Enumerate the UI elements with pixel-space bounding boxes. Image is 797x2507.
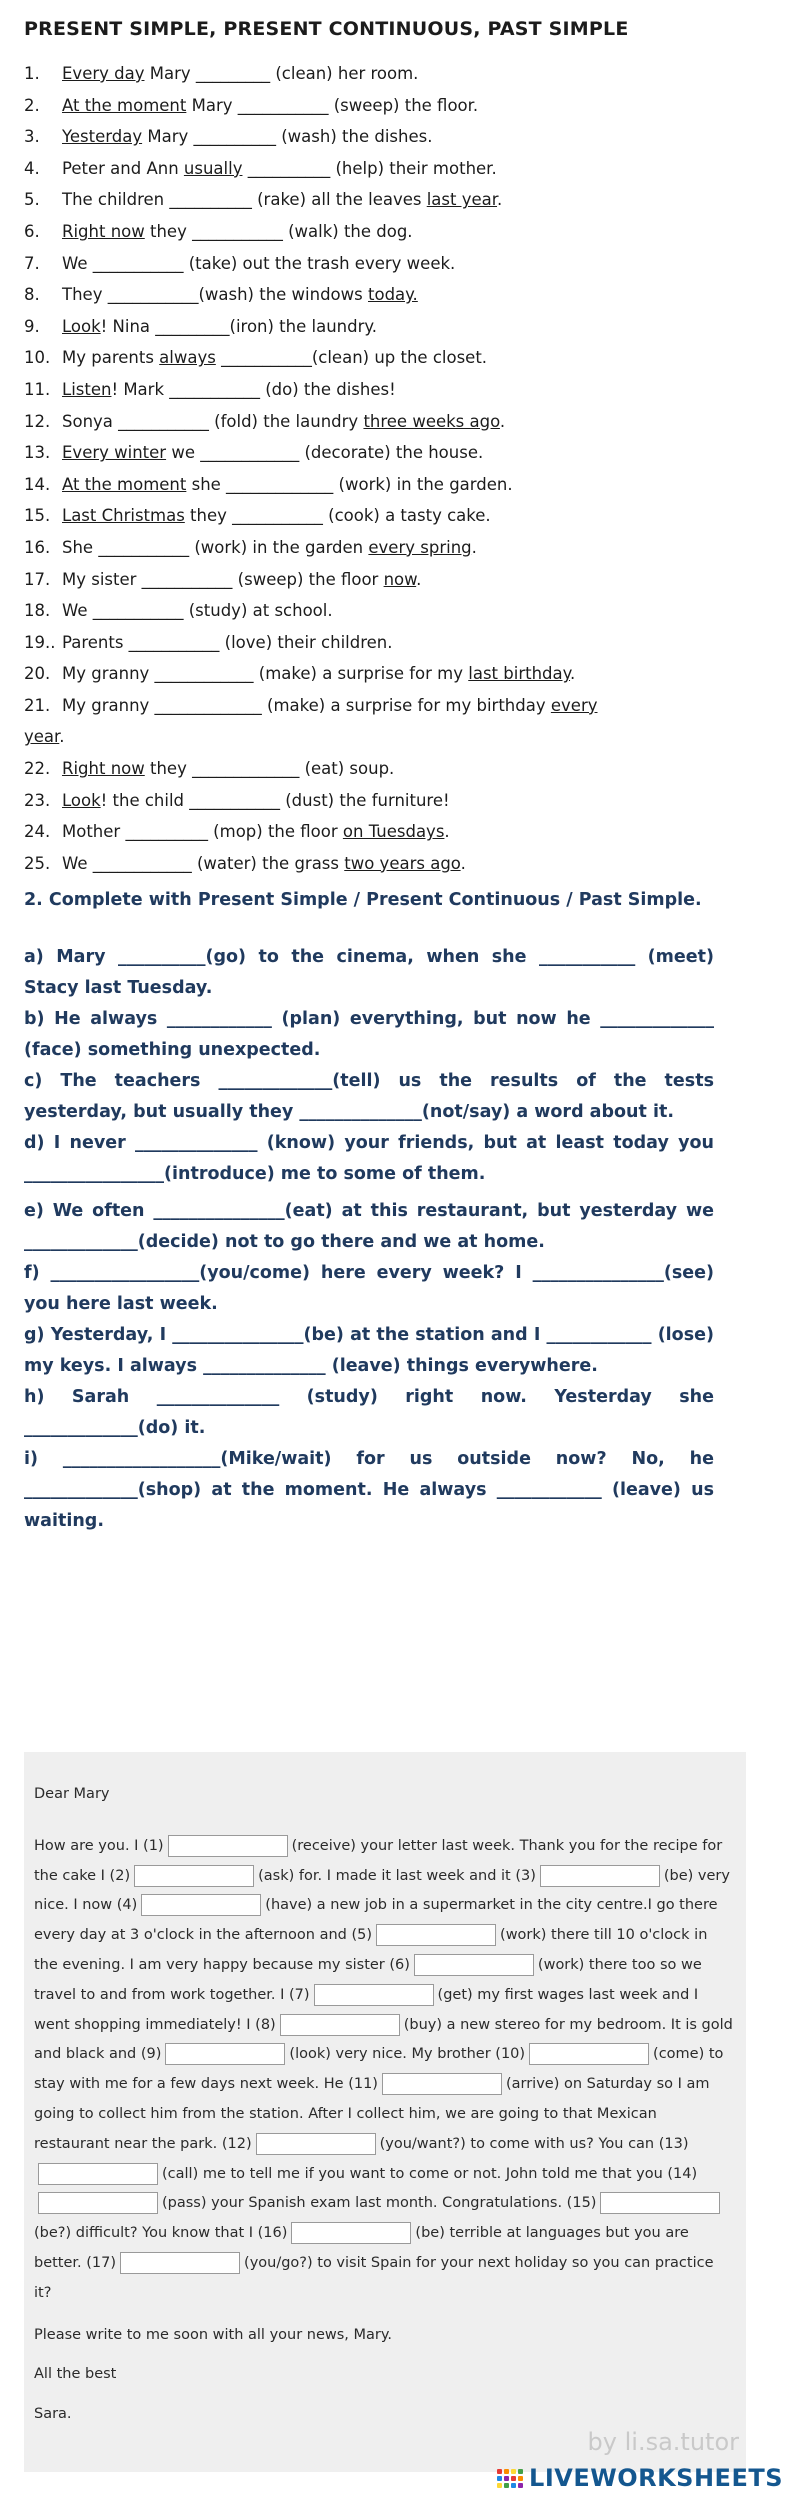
exercise-1-item [24, 58, 764, 90]
exercise-1-item [24, 627, 764, 659]
exercise-1-item [24, 121, 764, 153]
exercise-1-item [24, 658, 764, 690]
item-text: . [59, 727, 65, 747]
item-text: Sonya ___________ (fold) the laundry [62, 411, 364, 431]
item-number: 3. [24, 127, 40, 147]
time-marker: Listen [62, 379, 112, 399]
letter-fragment: (work) there too so we travel to and from work together. I (7) [34, 1956, 702, 2003]
item-number: 13. [24, 443, 51, 463]
item-number: 18. [24, 601, 51, 621]
item-text: ! Mark ___________ (do) the dishes! [111, 379, 396, 399]
answer-input-box[interactable] [141, 1894, 261, 1916]
letter-fragment: (come) to stay with me for a few days next week. He (11) [34, 2046, 724, 2093]
exercise-2-item: c) The teachers _____________(tell) us the results of the tests yesterday, but usually they ______________(not/say) a word about it. [24, 1071, 714, 1122]
time-marker: Look [62, 790, 101, 810]
logo-dot [497, 2469, 502, 2474]
answer-input-box[interactable] [38, 2163, 158, 2185]
time-marker: every spring [368, 537, 472, 557]
answer-input-box[interactable] [134, 1865, 254, 1887]
item-text: We ___________ (take) out the trash every week. [62, 253, 456, 273]
answer-input-box[interactable] [540, 1865, 660, 1887]
answer-input-box[interactable] [168, 1835, 288, 1857]
exercise-1-item [24, 216, 764, 248]
item-number: 11. [24, 379, 51, 399]
worksheet-title: PRESENT SIMPLE, PRESENT CONTINUOUS, PAST SIMPLE [24, 18, 629, 40]
logo-dot [511, 2476, 516, 2481]
item-text: My granny ____________ (make) a surprise for my [62, 664, 469, 684]
time-marker: Every day [62, 64, 145, 83]
time-marker: on Tuesdays [342, 822, 445, 842]
answer-input-box[interactable] [382, 2073, 502, 2095]
time-marker: three weeks ago [363, 411, 500, 431]
item-number: 24. [24, 822, 51, 842]
item-number: 17. [24, 569, 51, 589]
exercise-2-item: e) We often _______________(eat) at this restaurant, but yesterday we _____________(decide) not to go there and we at home. [24, 1201, 714, 1252]
letter-text [34, 1780, 734, 2430]
item-number: 9. [24, 316, 40, 336]
time-marker: Every winter [62, 443, 167, 463]
item-text: My parents [62, 348, 160, 368]
letter-fragment: (pass) your Spanish exam last month. Congratulations. (15) [162, 2195, 597, 2212]
logo-dot [504, 2476, 509, 2481]
exercise-1-list [24, 58, 764, 879]
exercise-1-item [24, 816, 764, 848]
answer-input-box[interactable] [120, 2252, 240, 2274]
author-watermark: by li.sa.tutor [587, 2428, 739, 2456]
item-number: 12. [24, 411, 51, 431]
letter-fragment: (call) me to tell me if you want to come or not. John told me that you (14) [162, 2165, 698, 2182]
answer-input-box[interactable] [165, 2043, 285, 2065]
letter-body [34, 1832, 734, 2309]
logo-dots-icon [497, 2469, 523, 2488]
item-number: 4. [24, 158, 40, 178]
exercise-1-item [24, 248, 764, 280]
exercise-1-item [24, 532, 764, 564]
item-text: she _____________ (work) in the garden. [186, 474, 513, 494]
item-text: . [416, 569, 422, 589]
letter-fragment: (receive) your letter last week. Thank you for the recipe for the cake I (2) [34, 1837, 723, 1884]
exercise-1-item [24, 595, 764, 627]
logo-dot [518, 2476, 523, 2481]
exercise-2-item: b) He always ____________ (plan) everything, but now he _____________ (face) something unexpected. [24, 1009, 714, 1060]
time-marker: now [383, 569, 417, 589]
answer-input-box[interactable] [600, 2192, 720, 2214]
item-text: . [460, 853, 466, 873]
letter-fragment: (be?) difficult? You know that I (16) [34, 2225, 288, 2242]
item-text: they ___________ (walk) the dog. [144, 221, 413, 241]
brand-text: LIVEWORKSHEETS [529, 2464, 783, 2492]
letter-closing: Please write to me soon with all your news, Mary. [34, 2326, 393, 2343]
exercise-1-item [24, 437, 764, 469]
letter-fragment: (ask) for. I made it last week and it (3) [258, 1867, 536, 1884]
time-marker: two years ago [344, 853, 461, 873]
item-text: Mary ___________ (sweep) the floor. [186, 95, 479, 115]
exercise-1-item [24, 690, 764, 722]
item-text: we ____________ (decorate) the house. [166, 443, 484, 463]
time-marker: Right now [62, 221, 145, 241]
item-text: . [499, 411, 506, 431]
item-text: Mary _________ (clean) her room. [144, 64, 419, 83]
item-text: . [444, 822, 450, 842]
item-number: 14. [24, 474, 51, 494]
item-number: 5. [24, 190, 40, 210]
letter-fragment: (you/go?) to visit Spain for your next holiday so you can practice it? [34, 2254, 714, 2301]
time-marker: last birthday [468, 664, 571, 684]
exercise-1-item [24, 785, 764, 817]
logo-dot [518, 2469, 523, 2474]
item-text: . [497, 190, 503, 210]
answer-input-box[interactable] [280, 2014, 400, 2036]
item-text: Mary __________ (wash) the dishes. [142, 127, 433, 147]
exercise-2-item: a) Mary __________(go) to the cinema, when she ___________ (meet) Stacy last Tuesday. [24, 947, 714, 998]
liveworksheets-logo[interactable] [497, 2464, 783, 2492]
answer-input-box[interactable] [376, 1924, 496, 1946]
exercise-1-item [24, 753, 764, 785]
item-text: The children __________ (rake) all the leaves [62, 190, 427, 210]
item-text: __________ (help) their mother. [242, 158, 497, 178]
item-number: 15. [24, 506, 51, 526]
item-number: 25. [24, 853, 51, 873]
item-number: 23. [24, 790, 51, 810]
item-number: 21. [24, 695, 51, 715]
exercise-1-item [24, 721, 764, 753]
time-marker: always [159, 348, 216, 368]
item-number: 2. [24, 95, 40, 115]
logo-dot [504, 2483, 509, 2488]
exercise-2-item: i) __________________(Mike/wait) for us outside now? No, he _____________(shop) at the moment. He always ____________ (leave) us waiting. [24, 1449, 714, 1531]
exercise-2 [24, 885, 714, 1537]
exercise-1-item [24, 848, 764, 880]
logo-dot [504, 2469, 509, 2474]
exercise-1-item [24, 311, 764, 343]
time-marker: Last Christmas [62, 506, 185, 526]
exercise-1-item [24, 564, 764, 596]
exercise-2-heading: 2. Complete with Present Simple / Present Continuous / Past Simple. [24, 890, 702, 910]
letter-panel [24, 1752, 746, 2472]
item-number: 20. [24, 664, 51, 684]
item-text: ___________(clean) up the closet. [215, 348, 488, 368]
item-text: they _____________ (eat) soup. [144, 759, 395, 779]
time-marker: Look [62, 316, 101, 336]
item-text: . [471, 537, 477, 557]
letter-signature: Sara. [34, 2406, 72, 2423]
answer-input-box[interactable] [291, 2222, 411, 2244]
time-marker: last year [426, 190, 498, 210]
item-text: We ___________ (study) at school. [62, 601, 333, 621]
logo-dot [497, 2476, 502, 2481]
item-number: 10. [24, 348, 51, 368]
answer-input-box[interactable] [38, 2192, 158, 2214]
exercise-2-item: h) Sarah ______________ (study) right now. Yesterday she _____________(do) it. [24, 1387, 714, 1438]
time-marker: year [24, 727, 60, 747]
item-number: 16. [24, 537, 51, 557]
logo-dot [518, 2483, 523, 2488]
item-text: She ___________ (work) in the garden [62, 537, 369, 557]
item-text: . [570, 664, 576, 684]
answer-input-box[interactable] [256, 2133, 376, 2155]
exercise-1-item [24, 342, 764, 374]
logo-dot [511, 2469, 516, 2474]
time-marker: Yesterday [62, 127, 143, 147]
letter-fragment: (be) terrible at languages but you are better. (17) [34, 2225, 689, 2271]
item-number: 6. [24, 221, 40, 241]
item-text: Parents ___________ (love) their children. [62, 632, 393, 652]
time-marker: usually [183, 158, 243, 178]
exercise-1-item [24, 153, 764, 185]
time-marker: At the moment [62, 474, 187, 494]
item-number: 19.. [24, 632, 56, 652]
item-number: 22. [24, 759, 51, 779]
letter-fragment: How are you. I (1) [34, 1837, 164, 1854]
exercise-1-item [24, 406, 764, 438]
logo-dot [497, 2483, 502, 2488]
exercise-1-item [24, 279, 764, 311]
exercise-1-item [24, 469, 764, 501]
exercise-2-item: d) I never ______________ (know) your friends, but at least today you ________________(introduce) me to some of them. [24, 1133, 714, 1184]
answer-input-box[interactable] [529, 2043, 649, 2065]
exercise-2-items [24, 942, 714, 1537]
letter-fragment: (get) my first wages last week and I went shopping immediately! I (8) [34, 1986, 699, 2033]
item-text: they ___________ (cook) a tasty cake. [184, 506, 491, 526]
logo-dot [511, 2483, 516, 2488]
letter-fragment: (be) very nice. I now (4) [34, 1867, 730, 1914]
answer-input-box[interactable] [314, 1984, 434, 2006]
time-marker: Right now [62, 759, 145, 779]
time-marker: every [550, 695, 598, 715]
item-text: We ____________ (water) the grass [62, 853, 345, 873]
item-number: 8. [24, 285, 40, 305]
item-text: My sister ___________ (sweep) the floor [62, 569, 384, 589]
letter-fragment: (have) a new job in a supermarket in the city centre.I go there every day at 3 o'clock in the afternoon and (5) [34, 1897, 718, 1944]
letter-fragment: (work) there till 10 o'clock in the evening. I am very happy because my sister (6) [34, 1927, 708, 1973]
time-marker: today. [368, 285, 418, 305]
item-text: ! Nina _________(iron) the laundry. [100, 316, 378, 336]
exercise-1-item [24, 500, 764, 532]
letter-fragment: (buy) a new stereo for my bedroom. It is gold and black and (9) [34, 2016, 733, 2063]
item-text: ! the child ___________ (dust) the furniture! [100, 790, 450, 810]
letter-fragment: (arrive) on Saturday so I am going to collect him from the station. After I collect him, we are going to that Mexican restaurant near the park. (12) [34, 2076, 710, 2152]
letter-fragment: (you/want?) to come with us? You can (13) [379, 2135, 689, 2152]
letter-sign-off: All the best [34, 2366, 117, 2383]
exercise-2-item: g) Yesterday, I _______________(be) at the station and I ____________ (lose) my keys. I always ______________ (leave) things everywhere. [24, 1325, 714, 1376]
item-text: Mother __________ (mop) the floor [62, 822, 343, 842]
item-number: 7. [24, 253, 40, 273]
item-text: Peter and Ann [62, 158, 184, 178]
letter-fragment: (look) very nice. My brother (10) [289, 2046, 526, 2063]
time-marker: At the moment [62, 95, 187, 115]
exercise-1-item [24, 184, 764, 216]
letter-greeting: Dear Mary [34, 1786, 110, 1802]
exercise-1-item [24, 374, 764, 406]
item-number: 1. [24, 64, 40, 83]
answer-input-box[interactable] [414, 1954, 534, 1976]
exercise-2-item: f) _________________(you/come) here every week? I _______________(see) you here last week. [24, 1263, 714, 1314]
exercise-1-item [24, 90, 764, 122]
item-text: They ___________(wash) the windows [62, 285, 368, 305]
item-text: My granny _____________ (make) a surprise for my birthday [62, 695, 551, 715]
